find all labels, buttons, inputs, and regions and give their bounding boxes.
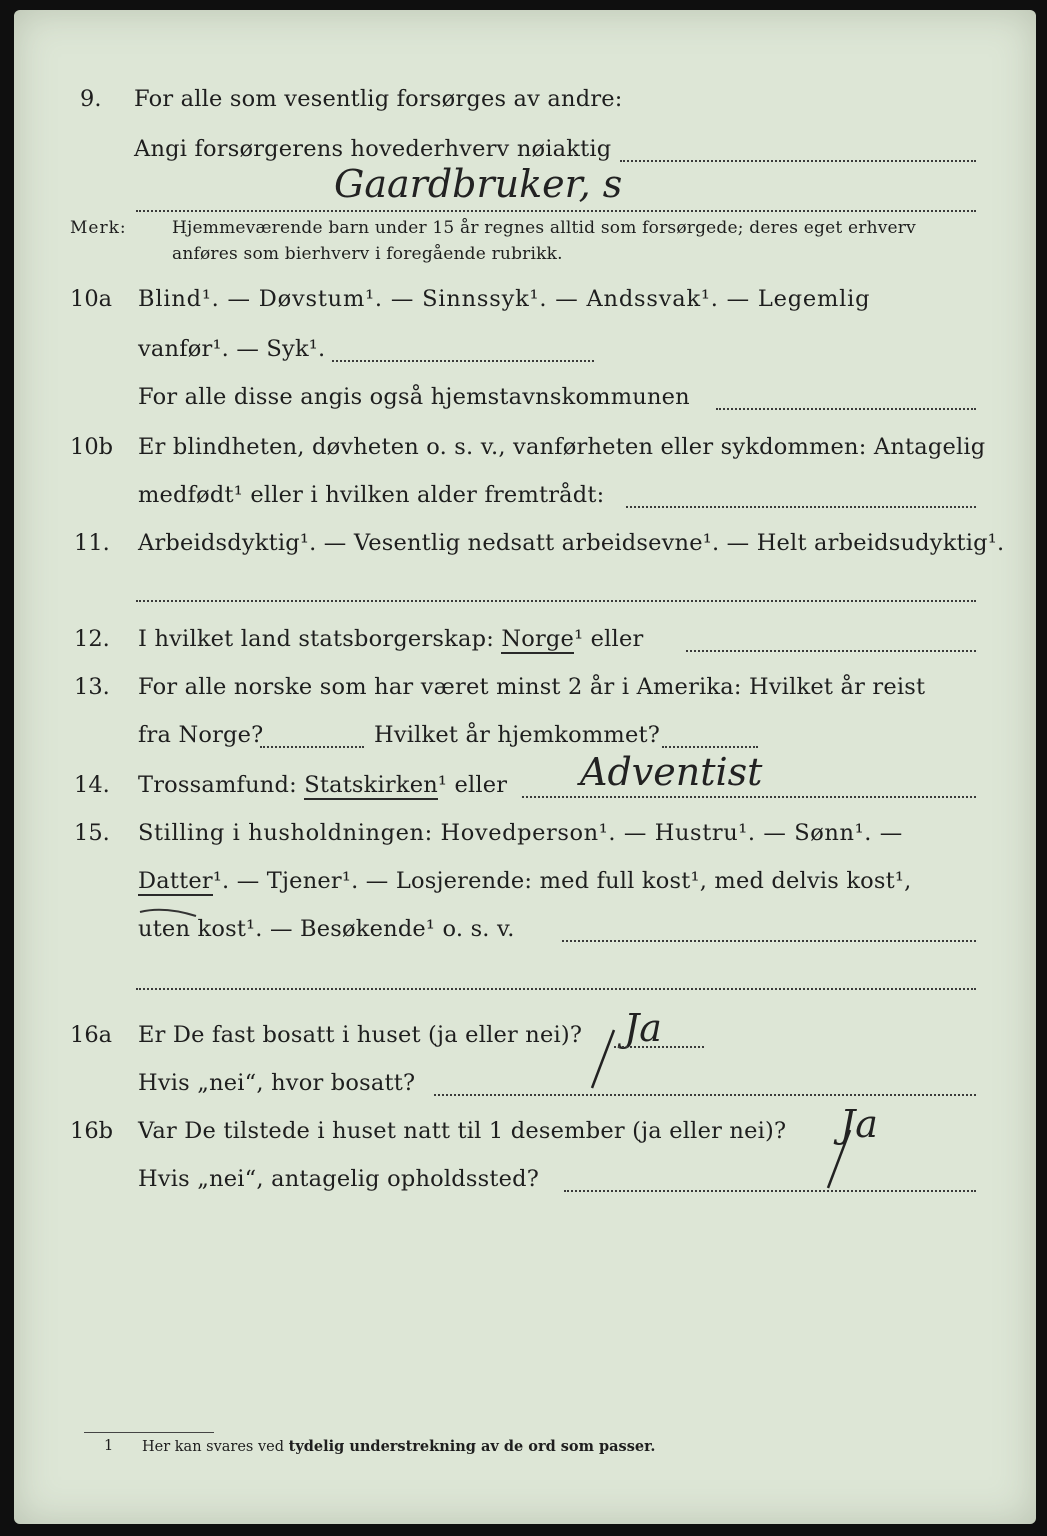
q10a-line3: For alle disse angis også hjemstavnskommunen: [138, 384, 690, 410]
q15-datter-underlined: Datter: [138, 868, 213, 894]
footnote-mark: 1: [104, 1438, 114, 1454]
q16b-answer-stroke: [828, 1130, 850, 1188]
q12-post: ¹ eller: [574, 626, 644, 652]
q12-number: 12.: [74, 626, 110, 652]
census-form-page: [14, 10, 1036, 1524]
q13-number: 13.: [74, 674, 110, 700]
q10b-line1: Er blindheten, døvheten o. s. v., vanførheten eller sykdommen: Antagelig: [138, 434, 986, 460]
q14-handwritten-answer: Adventist: [580, 750, 763, 794]
q16b-handwritten-answer: Ja: [840, 1102, 878, 1146]
q12-norge-underlined: Norge: [501, 626, 575, 652]
q16a-number: 16a: [70, 1022, 113, 1048]
q10a-line2: vanfør¹. — Syk¹.: [138, 336, 326, 362]
q16b-line1: Var De tilstede i huset natt til 1 desember (ja eller nei)?: [138, 1118, 787, 1144]
footnote-separator: [84, 1432, 214, 1433]
note-line2: anføres som bierhverv i foregående rubrikk.: [172, 244, 563, 264]
q13-line2b: Hvilket år hjemkommet?: [374, 722, 660, 748]
q14-statskirken-underlined: Statskirken: [304, 772, 438, 798]
footnote-text-b: tydelig understrekning av de ord som passer.: [288, 1438, 656, 1455]
q16a-line1: Er De fast bosatt i huset (ja eller nei)?: [138, 1022, 583, 1048]
q10b-line2: medfødt¹ eller i hvilken alder fremtrådt:: [138, 482, 605, 508]
q15-line2-rest: ¹. — Tjener¹. — Losjerende: med full kost¹, med delvis kost¹,: [212, 868, 912, 894]
q13-line2a: fra Norge?: [138, 722, 264, 748]
q16a-line2: Hvis „nei“, hvor bosatt?: [138, 1070, 416, 1096]
q16a-handwritten-answer: Ja: [624, 1006, 662, 1050]
q15-line3: uten kost¹. — Besøkende¹ o. s. v.: [138, 916, 515, 942]
q16b-line2: Hvis „nei“, antagelig opholdssted?: [138, 1166, 540, 1192]
q13-line1: For alle norske som har været minst 2 år i Amerika: Hvilket år reist: [138, 674, 926, 700]
handwriting-strokes: [14, 10, 1036, 1524]
footnote-text-a: Her kan svares ved: [142, 1439, 285, 1455]
q15-line1: Stilling i husholdningen: Hovedperson¹. — Hustru¹. — Sønn¹. —: [138, 820, 903, 846]
q14-number: 14.: [74, 772, 110, 798]
q9-line2: Angi forsørgerens hovederhverv nøiaktig: [134, 136, 612, 162]
q9-line1: For alle som vesentlig forsørges av andre:: [134, 86, 623, 112]
q10a-number: 10a: [70, 286, 113, 312]
q10b-number: 10b: [70, 434, 114, 460]
q10a-line1: Blind¹. — Døvstum¹. — Sinnssyk¹. — Andssvak¹. — Legemlig: [138, 286, 871, 312]
q14-post: ¹ eller: [437, 772, 508, 798]
q15-number: 15.: [74, 820, 110, 846]
q9-handwritten-answer: Gaardbruker, s: [334, 162, 623, 206]
q16a-answer-stroke: [592, 1030, 614, 1088]
q11-line1: Arbeidsdyktig¹. — Vesentlig nedsatt arbeidsevne¹. — Helt arbeidsudyktig¹.: [138, 530, 1005, 556]
q11-number: 11.: [74, 530, 110, 556]
q16b-number: 16b: [70, 1118, 114, 1144]
q14-question: Trossamfund:: [138, 772, 297, 798]
q9-number: 9.: [80, 86, 102, 112]
datter-underline-stroke: [140, 910, 196, 916]
q12-question: I hvilket land statsborgerskap:: [138, 626, 494, 652]
note-label: Merk:: [70, 218, 127, 238]
note-line1: Hjemmeværende barn under 15 år regnes alltid som forsørgede; deres eget erhverv: [172, 218, 916, 238]
footnote-text: [142, 1438, 655, 1455]
